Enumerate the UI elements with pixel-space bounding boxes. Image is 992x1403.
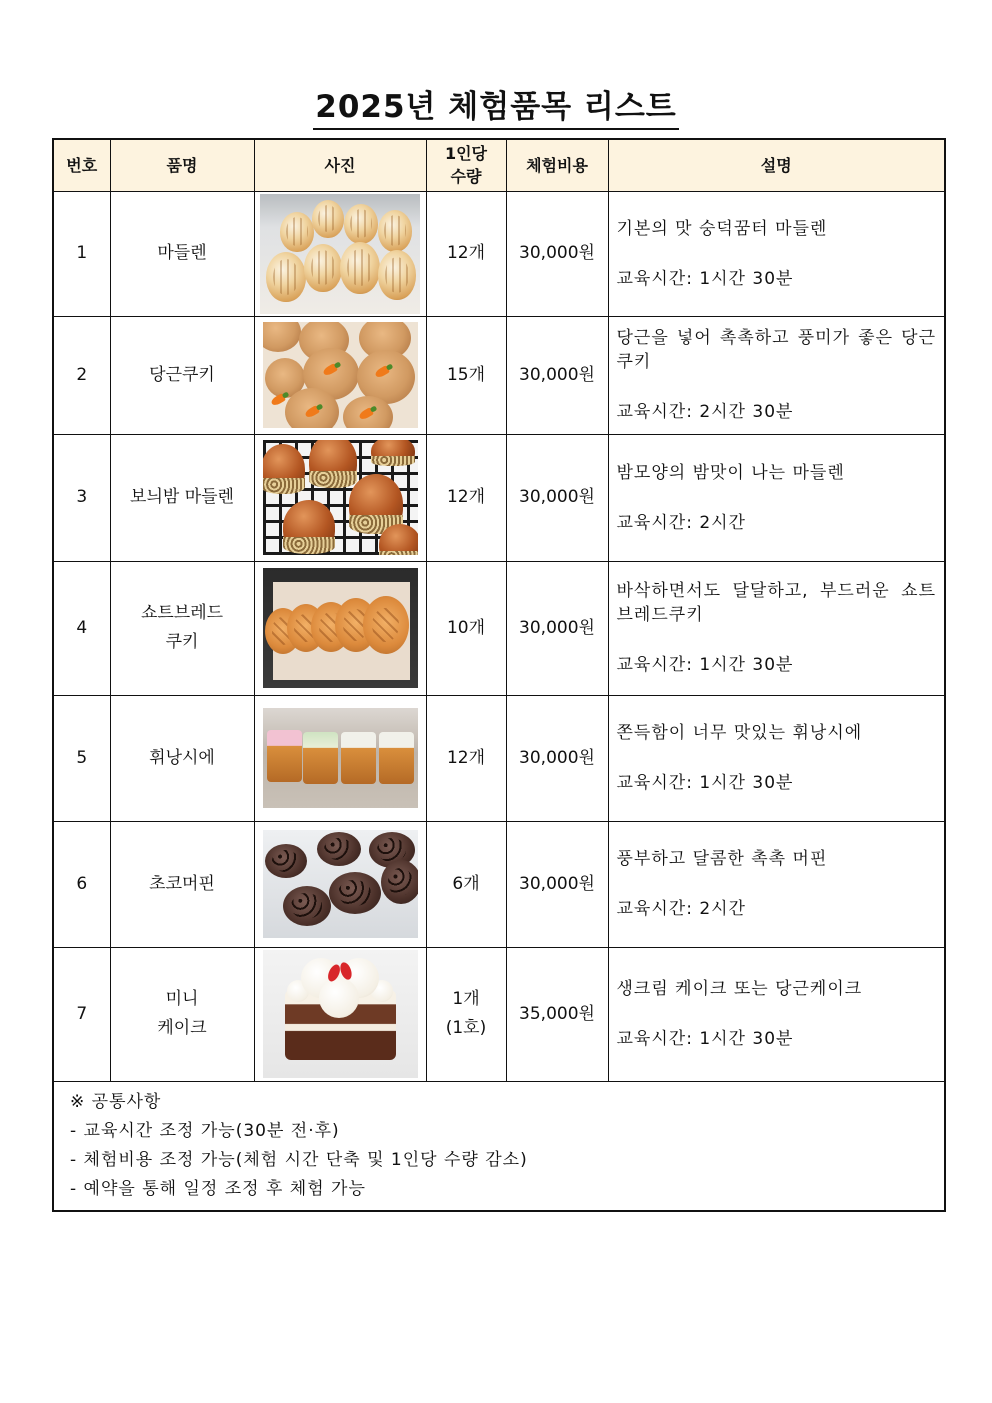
row-qty — [426, 191, 506, 316]
row-name — [110, 316, 254, 434]
row-desc-text: 당근을 넣어 촉촉하고 풍미가 좋은 당근 쿠키 — [616, 328, 936, 372]
row-desc — [608, 434, 945, 561]
row-num: 2 — [53, 316, 110, 434]
row-qty — [426, 821, 506, 947]
row-cost: 30,000원 — [506, 316, 608, 434]
page-title: 2025년 체험품목 리스트 — [313, 88, 678, 130]
table-row — [53, 316, 945, 434]
row-desc — [608, 695, 945, 821]
row-num: 3 — [53, 434, 110, 561]
row-cost: 35,000원 — [506, 947, 608, 1081]
row-qty-line1: 10개 — [446, 617, 486, 638]
row-desc — [608, 947, 945, 1081]
row-qty — [426, 561, 506, 695]
row-qty-line1: 12개 — [446, 487, 486, 507]
shortbread-cookie-photo — [263, 568, 418, 688]
row-num: 5 — [53, 695, 110, 821]
row-edu-time: 교육시간: 2시간 — [616, 899, 746, 919]
row-photo-cell — [254, 947, 426, 1081]
row-name — [110, 947, 254, 1081]
row-edu-time: 교육시간: 1시간 30분 — [616, 268, 794, 289]
row-cost: 30,000원 — [506, 821, 608, 947]
row-qty — [426, 695, 506, 821]
madeleine-photo — [260, 194, 420, 314]
header-qty — [426, 139, 506, 191]
row-qty-line2: (1호) — [445, 1018, 487, 1038]
row-edu-time: 교육시간: 1시간 30분 — [616, 655, 794, 675]
table-row — [53, 947, 945, 1081]
financier-photo — [263, 708, 418, 808]
row-desc-text: 생크림 케이크 또는 당근케이크 — [616, 979, 863, 999]
row-name — [110, 561, 254, 695]
row-photo-cell — [254, 316, 426, 434]
header-num: 번호 — [53, 139, 110, 191]
row-photo-cell — [254, 191, 426, 316]
row-name-line2: 케이크 — [157, 1018, 207, 1038]
chestnut-madeleine-photo — [263, 440, 418, 555]
row-desc-text: 바삭하면서도 달달하고, 부드러운 쇼트브레드쿠키 — [616, 581, 936, 625]
row-cost: 30,000원 — [506, 561, 608, 695]
row-qty — [426, 947, 506, 1081]
row-photo-cell — [254, 695, 426, 821]
row-name — [110, 695, 254, 821]
row-num: 1 — [53, 191, 110, 316]
table-row — [53, 695, 945, 821]
row-name — [110, 821, 254, 947]
row-qty-line1: 15개 — [446, 364, 486, 385]
header-name: 품명 — [110, 139, 254, 191]
row-num: 4 — [53, 561, 110, 695]
notes-item: - 예약을 통해 일정 조정 후 체험 가능 — [70, 1178, 366, 1199]
row-name-line1: 미니 — [165, 989, 199, 1009]
row-name-line1: 쇼트브레드 — [140, 603, 224, 623]
notes-item: - 교육시간 조정 가능(30분 전·후) — [70, 1120, 340, 1141]
carrot-cookie-photo — [263, 322, 418, 428]
header-qty-line2: 수량 — [450, 167, 482, 187]
experience-items-table — [52, 138, 946, 1212]
row-desc-text: 쫀득함이 너무 맛있는 휘낭시에 — [616, 723, 863, 743]
mini-cake-photo — [263, 950, 418, 1078]
row-photo-cell — [254, 821, 426, 947]
row-desc-text: 풍부하고 달콤한 촉촉 머핀 — [616, 849, 828, 869]
row-qty-line1: 12개 — [446, 747, 486, 768]
row-qty — [426, 434, 506, 561]
notes-row — [53, 1081, 945, 1211]
row-name-line1: 당근쿠키 — [149, 364, 215, 385]
row-desc — [608, 821, 945, 947]
notes-heading: ※ 공통사항 — [70, 1091, 162, 1112]
row-edu-time: 교육시간: 1시간 30분 — [616, 773, 794, 793]
table-header-row — [53, 139, 945, 191]
row-name-line1: 휘낭시에 — [149, 747, 215, 768]
row-name-line2: 쿠키 — [165, 632, 199, 652]
row-num: 7 — [53, 947, 110, 1081]
row-name-line1: 마들렌 — [157, 243, 207, 263]
row-edu-time: 교육시간: 2시간 — [616, 512, 746, 533]
row-name — [110, 434, 254, 561]
header-desc: 설명 — [608, 139, 945, 191]
row-desc-text: 기본의 맛 숭덕꿈터 마들렌 — [616, 218, 828, 239]
table-row — [53, 561, 945, 695]
row-photo-cell — [254, 434, 426, 561]
row-qty — [426, 316, 506, 434]
row-name — [110, 191, 254, 316]
row-name-line1: 초코머핀 — [149, 873, 215, 894]
table-row — [53, 821, 945, 947]
row-desc — [608, 316, 945, 434]
row-qty-line1: 6개 — [452, 873, 480, 894]
common-notes — [53, 1081, 945, 1211]
row-cost: 30,000원 — [506, 695, 608, 821]
row-desc-text: 밤모양의 밤맛이 나는 마들렌 — [616, 462, 845, 483]
header-photo: 사진 — [254, 139, 426, 191]
header-qty-line1: 1인당 — [444, 144, 488, 164]
choco-muffin-photo — [263, 830, 418, 938]
row-cost: 30,000원 — [506, 434, 608, 561]
row-qty-line1: 12개 — [446, 243, 486, 263]
table-row — [53, 191, 945, 316]
row-num: 6 — [53, 821, 110, 947]
row-photo-cell — [254, 561, 426, 695]
row-edu-time: 교육시간: 1시간 30분 — [616, 1029, 794, 1049]
row-edu-time: 교육시간: 2시간 30분 — [616, 402, 794, 422]
row-name-line1: 보늬밤 마들렌 — [130, 487, 234, 507]
header-cost: 체험비용 — [506, 139, 608, 191]
row-cost: 30,000원 — [506, 191, 608, 316]
row-desc — [608, 191, 945, 316]
page-title-wrap — [0, 88, 992, 130]
row-qty-line1: 1개 — [452, 989, 480, 1009]
notes-item: - 체험비용 조정 가능(체험 시간 단축 및 1인당 수량 감소) — [70, 1149, 528, 1170]
table-row — [53, 434, 945, 561]
row-desc — [608, 561, 945, 695]
